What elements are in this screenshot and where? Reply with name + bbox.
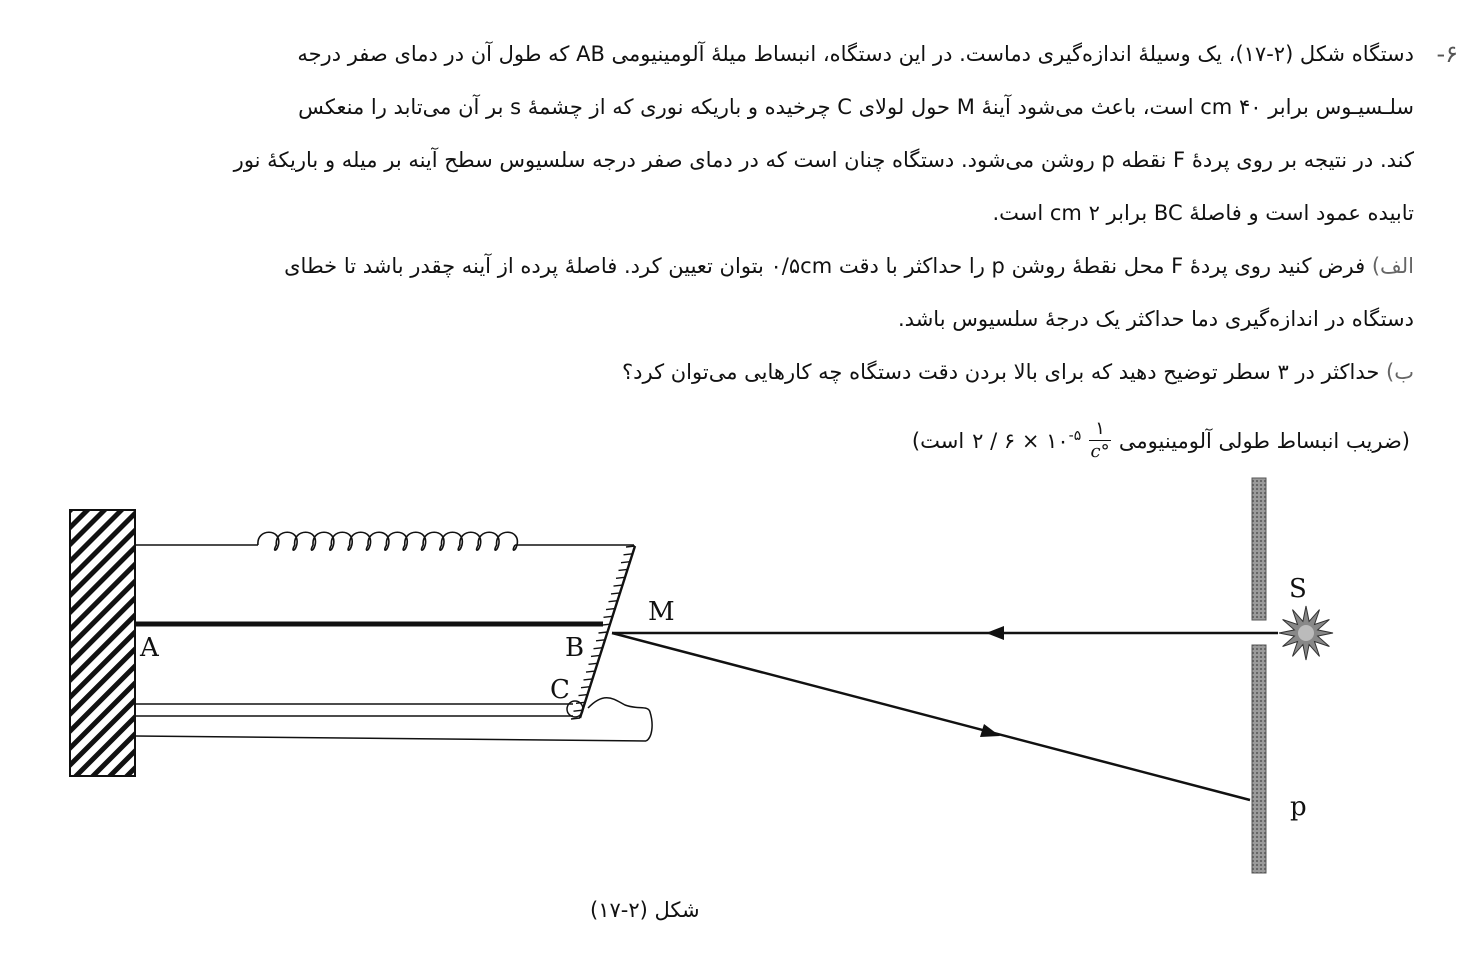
- incident-arrow: [986, 626, 1004, 640]
- problem-text: [10, 28, 1414, 399]
- mirror-tick: [614, 585, 623, 586]
- part-a-label: الف): [1371, 254, 1414, 278]
- mirror-tick: [596, 640, 605, 641]
- mirror-tick: [611, 593, 620, 594]
- reflected-arrow: [980, 724, 1000, 737]
- question-number: -۶: [1436, 40, 1458, 68]
- label-b: B: [565, 633, 585, 663]
- mirror-tick: [624, 554, 633, 555]
- apparatus-diagram: [0, 460, 1472, 900]
- figure-caption: شکل (۲-۱۷): [590, 898, 700, 922]
- mirror-tick: [626, 546, 635, 547]
- mirror-tick: [619, 569, 628, 570]
- fraction-denominator: °c: [1090, 441, 1110, 462]
- label-c: C: [550, 675, 570, 705]
- mirror-tick: [586, 671, 595, 672]
- coefficient-prefix: (ضریب انبساط طولی آلومینیومی: [1118, 428, 1410, 453]
- label-p: p: [1290, 792, 1307, 822]
- mirror-tick: [589, 663, 598, 664]
- mirror-tick: [581, 687, 590, 688]
- part-b-label: ب): [1386, 360, 1414, 384]
- label-a: A: [140, 633, 159, 663]
- mirror-tick: [574, 710, 583, 711]
- mirror-tick: [571, 718, 580, 719]
- spring: [135, 532, 634, 550]
- screen-f-lower: [1252, 645, 1266, 873]
- mirror-tick: [584, 679, 593, 680]
- coefficient-value-group: [972, 428, 1081, 453]
- light-source-star-icon: [1279, 606, 1333, 660]
- problem-line-1: دستگاه شکل (۲-۱۷)، یک وسیلهٔ اندازه‌گیری دماست. در این دستگاه، انبساط میلهٔ آلومینیومی AB که طول آن در دمای صفر درجه: [297, 42, 1414, 66]
- screen-f-upper: [1252, 478, 1266, 620]
- expansion-coefficient: [912, 418, 1410, 463]
- coefficient-unit-fraction: [1089, 418, 1111, 463]
- mirror-tick: [599, 632, 608, 633]
- mirror-tick: [621, 562, 630, 563]
- label-s: S: [1289, 574, 1307, 604]
- reflected-beam: [612, 633, 1250, 800]
- coefficient-exponent: -۵: [1068, 428, 1082, 444]
- mirror-tick: [591, 655, 600, 656]
- part-a: [10, 240, 1414, 293]
- mirror-tick: [609, 601, 618, 602]
- fraction-numerator: ۱: [1089, 418, 1111, 441]
- part-a-line-1: فرض کنید روی پردهٔ F محل نقطهٔ روشن p را حداکثر با دقت ۰/۵cm بتوان تعیین کرد. فاصلهٔ پرده از آینه چقدر باشد تا خطای: [284, 254, 1366, 278]
- mirror-tick: [579, 695, 588, 696]
- problem-line-2: سلـسیـوس برابر ۴۰ cm است، باعث می‌شود آینهٔ M حول لولای C چرخیده و باریکه نوری که از چشمهٔ s بر آن می‌تابد را منعکس: [298, 95, 1414, 119]
- mirror-tick: [616, 577, 625, 578]
- coefficient-value: ۲ / ۶ × ۱۰: [972, 429, 1069, 453]
- problem-line-4: تابیده عمود است و فاصلهٔ BC برابر ۲ cm است.: [992, 201, 1414, 225]
- part-a-line-2: دستگاه در اندازه‌گیری دما حداکثر یک درجهٔ سلسیوس باشد.: [898, 307, 1414, 331]
- mirror-tick: [606, 609, 615, 610]
- coefficient-suffix: است): [911, 428, 965, 453]
- part-b: [10, 346, 1414, 399]
- mirror-tick: [594, 648, 603, 649]
- label-m: M: [648, 597, 675, 627]
- mirror-tick: [601, 624, 610, 625]
- part-b-text: حداکثر در ۳ سطر توضیح دهید که برای بالا بردن دقت دستگاه چه کارهایی می‌توان کرد؟: [622, 360, 1380, 384]
- fixed-wall: [70, 510, 135, 776]
- hinge-support-tube: [135, 698, 652, 741]
- mirror-tick: [604, 616, 613, 617]
- problem-line-3: کند. در نتیجه بر روی پردهٔ F نقطه p روشن می‌شود. دستگاه چنان است که در دمای صفر درجه سلسیوس سطح آینه بر میله و باریکهٔ نور: [233, 148, 1414, 172]
